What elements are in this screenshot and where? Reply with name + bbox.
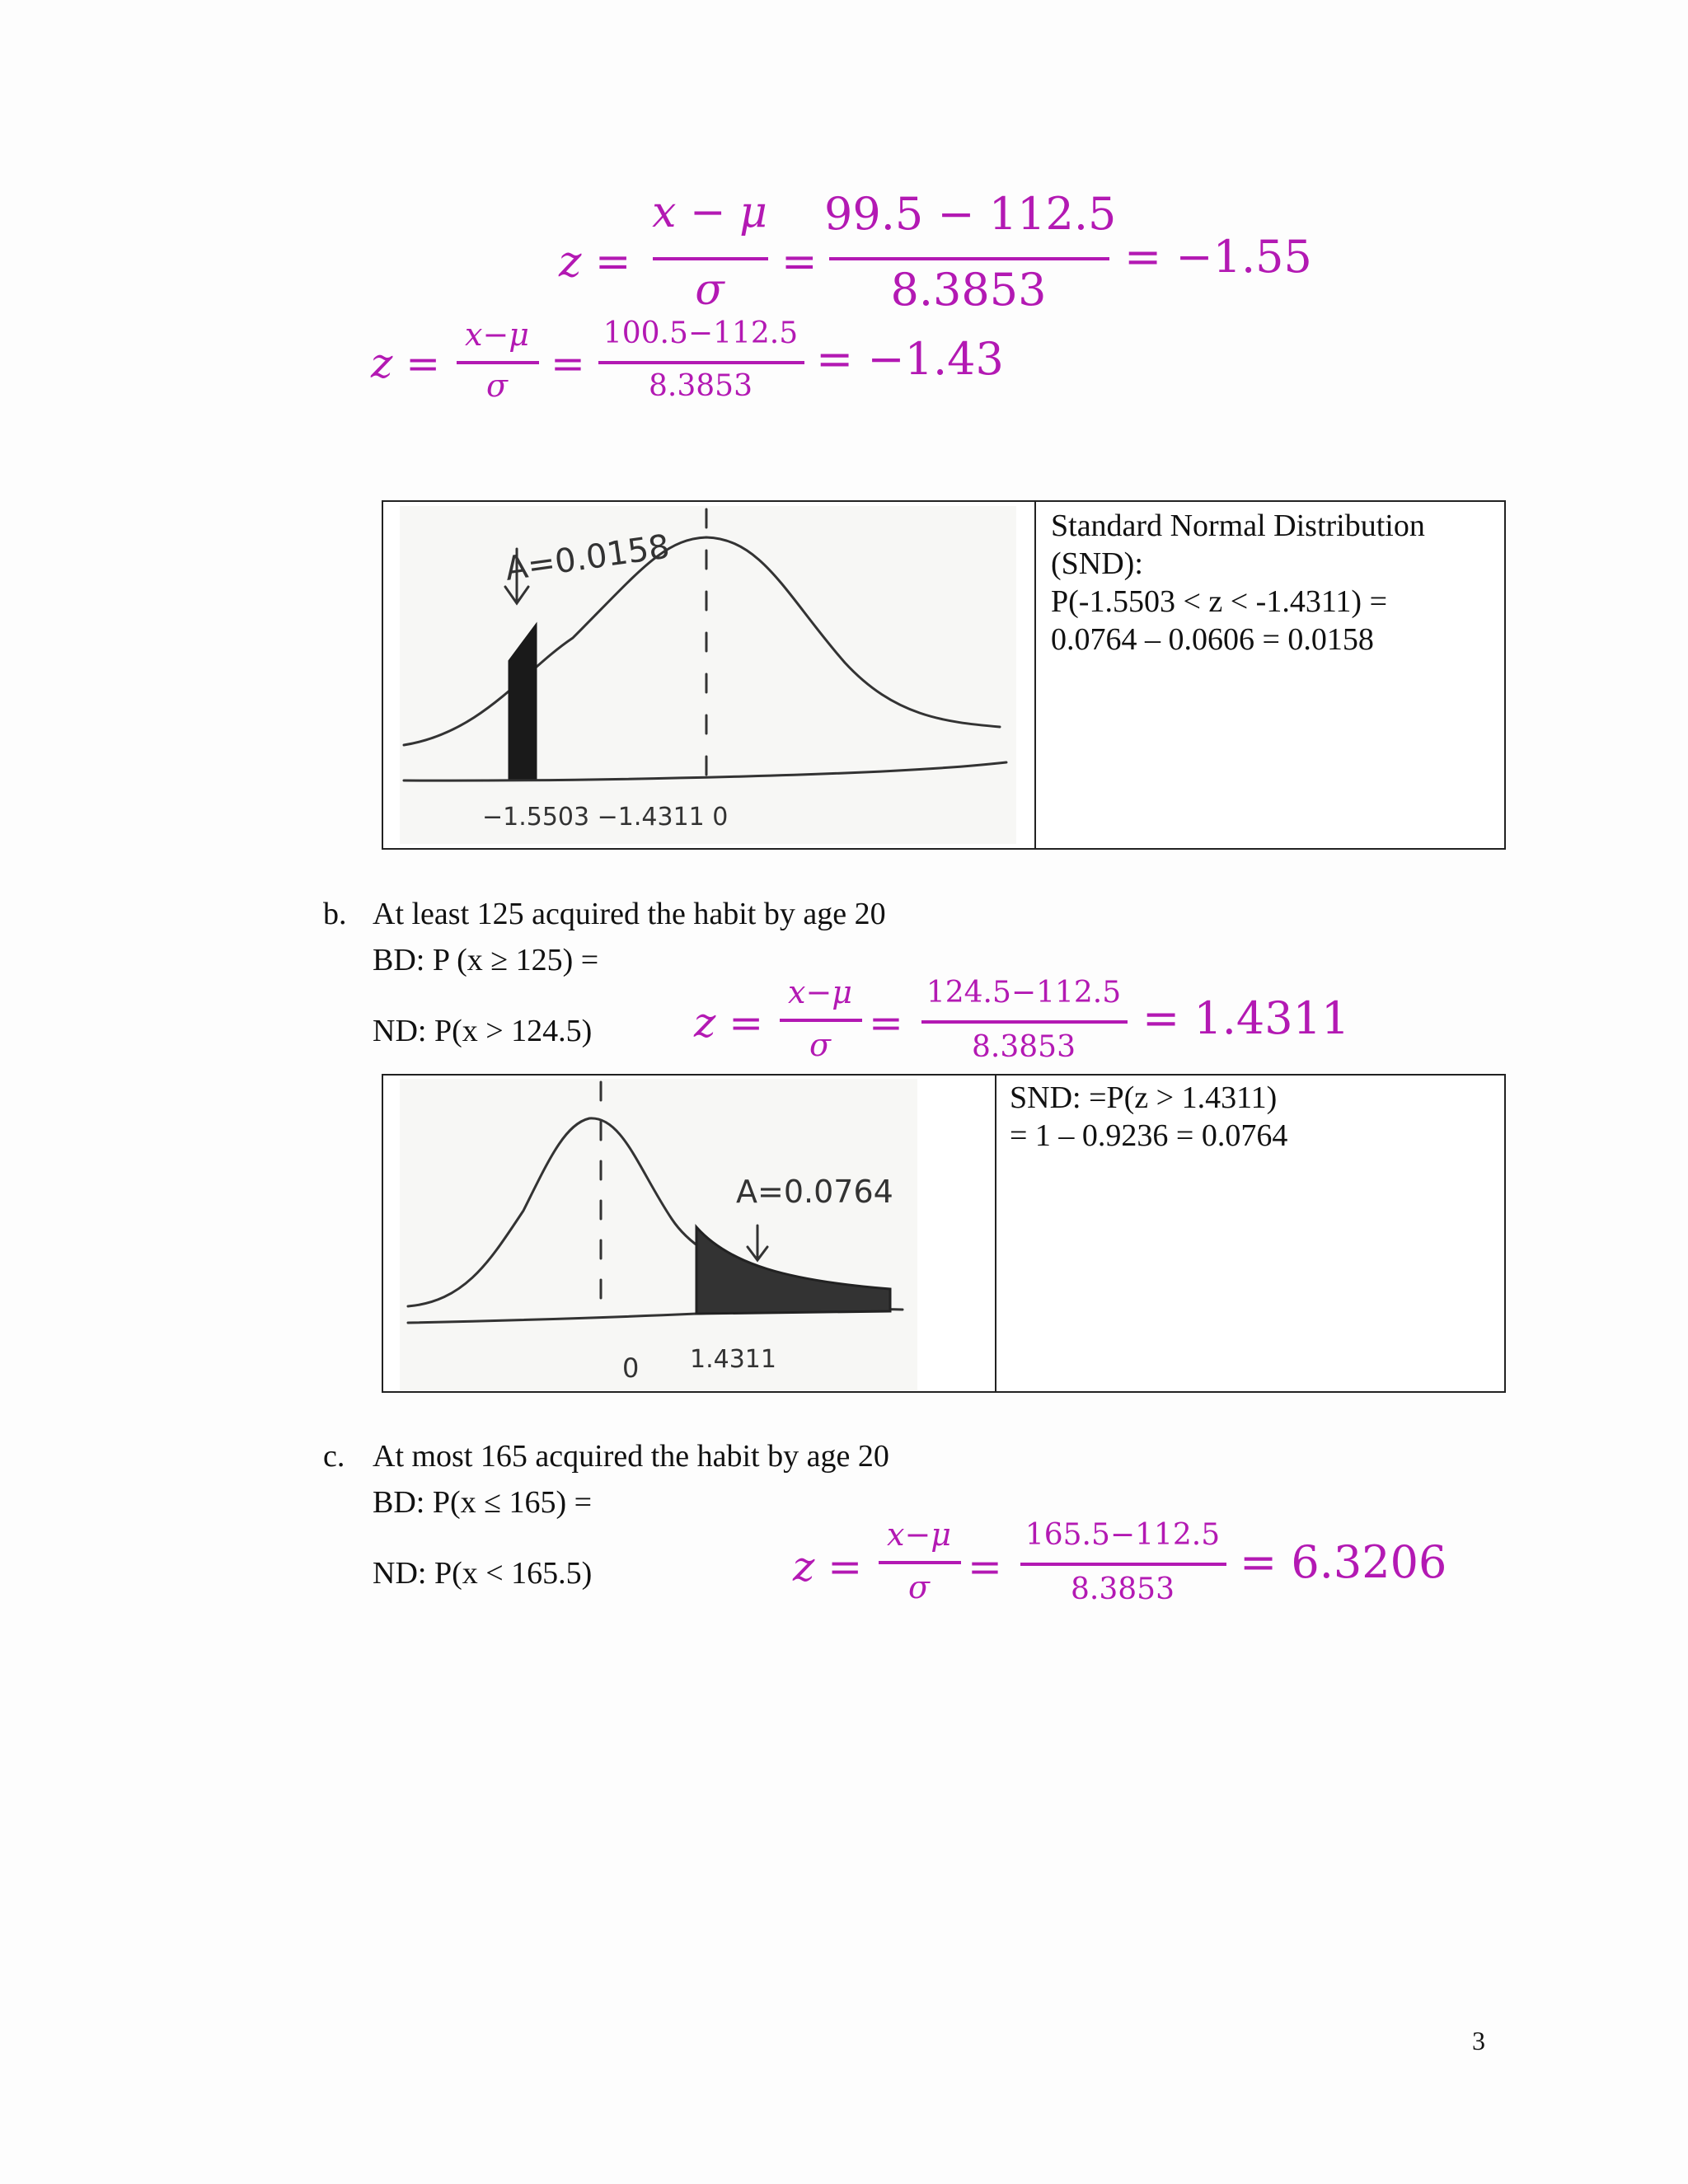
eq2-denominator-values: 8.3853 [649, 369, 753, 403]
eq3-lhs: z = [694, 999, 764, 1047]
eq2-denominator: σ [486, 368, 508, 404]
part-b-marker: b. [323, 897, 347, 931]
eq2-fraction-bar [457, 361, 539, 364]
eq1-denominator: σ [695, 265, 724, 315]
eq4-value-bar [1020, 1563, 1226, 1566]
bell-curve-a [404, 537, 1000, 745]
snd-a-line1: Standard Normal Distribution [1051, 509, 1425, 543]
eq3-denominator-values: 8.3853 [972, 1030, 1076, 1064]
part-b-bd: BD: P (x ≥ 125) = [373, 943, 599, 977]
eq4-numerator-values: 165.5−112.5 [1025, 1518, 1221, 1552]
eq3-denominator: σ [809, 1027, 831, 1063]
snd-a-text [1051, 507, 1425, 658]
bell-curve-b [408, 1118, 890, 1306]
part-a-divider [1034, 502, 1036, 848]
curve-a-drawing [404, 509, 1006, 780]
eq3-numerator: x−μ [788, 974, 852, 1010]
eq4-equals: = [968, 1543, 1002, 1591]
eq2-equals: = [551, 340, 585, 387]
eq3-fraction-bar [780, 1019, 862, 1022]
sketch-normal-curve-b [400, 1079, 917, 1390]
eq2-lhs: z = [371, 340, 441, 387]
eq1-value-bar [829, 257, 1109, 260]
tick-label-z-b: 1.4311 [690, 1345, 776, 1374]
eq2-numerator-values: 100.5−112.5 [603, 316, 799, 350]
snd-a-line2: (SND): [1051, 546, 1143, 581]
eq1-numerator: x − μ [652, 188, 767, 237]
snd-b-text [1010, 1079, 1287, 1155]
part-c-nd: ND: P(x < 165.5) [373, 1556, 593, 1591]
eq4-denominator: σ [908, 1569, 930, 1605]
tick-labels-a: −1.5503 −1.4311 0 [482, 803, 729, 832]
eq1-fraction-bar [653, 257, 768, 260]
eq2-result: = −1.43 [816, 333, 1004, 385]
area-label-b: A=0.0764 [736, 1174, 893, 1210]
eq4-lhs: z = [793, 1543, 863, 1591]
shaded-region-b [696, 1227, 890, 1314]
sketch-normal-curve-a [400, 506, 1016, 844]
snd-a-line4: 0.0764 – 0.0606 = 0.0158 [1051, 622, 1374, 657]
eq4-fraction-bar [879, 1561, 961, 1564]
part-c-title: At most 165 acquired the habit by age 20 [373, 1439, 889, 1474]
tick-label-zero-b: 0 [622, 1352, 640, 1384]
part-a-table [382, 500, 1506, 850]
eq1-numerator-values: 99.5 − 112.5 [824, 188, 1117, 240]
area-label-a: A=0.0158 [502, 527, 673, 588]
eq1-denominator-values: 8.3853 [890, 264, 1047, 316]
page-number: 3 [1472, 2026, 1485, 2055]
eq1-result: = −1.55 [1124, 231, 1312, 283]
eq2-value-bar [598, 361, 804, 364]
snd-b-line1: SND: =P(z > 1.4311) [1010, 1080, 1278, 1115]
snd-a-line3: P(-1.5503 < z < -1.4311) = [1051, 584, 1387, 619]
eq1-equals: = [781, 237, 818, 287]
snd-b-line2: = 1 – 0.9236 = 0.0764 [1010, 1118, 1288, 1153]
eq3-result: = 1.4311 [1142, 992, 1350, 1044]
eq4-numerator: x−μ [887, 1516, 951, 1553]
shaded-region-a [509, 626, 536, 778]
eq1-lhs: z = [559, 237, 631, 287]
part-c-bd: BD: P(x ≤ 165) = [373, 1485, 593, 1520]
part-c-marker: c. [323, 1439, 345, 1474]
eq3-equals: = [869, 999, 903, 1047]
eq4-denominator-values: 8.3853 [1071, 1572, 1175, 1606]
part-b-table [382, 1074, 1506, 1393]
eq3-value-bar [921, 1020, 1128, 1024]
eq3-numerator-values: 124.5−112.5 [926, 976, 1122, 1010]
eq4-result: = 6.3206 [1240, 1536, 1447, 1588]
part-b-nd: ND: P(x > 124.5) [373, 1014, 593, 1048]
arrow-b [748, 1226, 767, 1260]
part-b-title: At least 125 acquired the habit by age 20 [373, 897, 886, 931]
part-b-divider [995, 1076, 996, 1391]
eq2-numerator: x−μ [465, 316, 529, 353]
